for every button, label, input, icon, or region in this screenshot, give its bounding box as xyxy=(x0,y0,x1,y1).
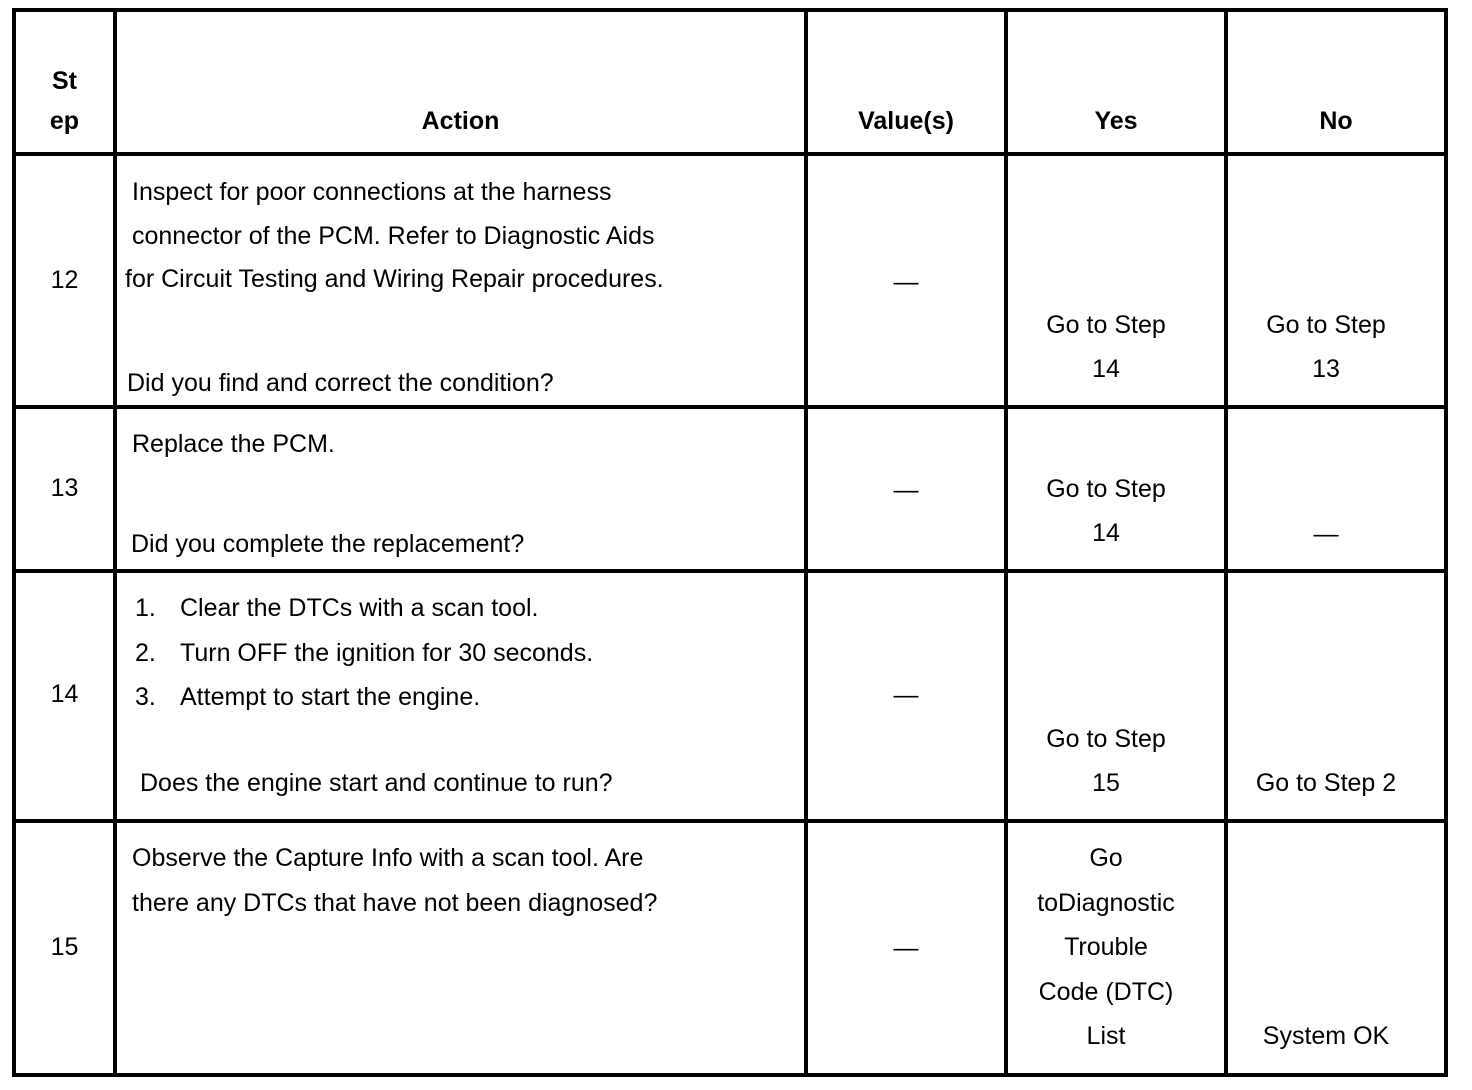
list-item-text: Clear the DTCs with a scan tool. xyxy=(180,594,539,622)
yes-result: List xyxy=(1086,1022,1126,1050)
action-question: Did you complete the replacement? xyxy=(131,530,525,558)
yes-result: 15 xyxy=(1092,769,1120,797)
action-text: for Circuit Testing and Wiring Repair procedures. xyxy=(125,265,664,293)
value-dash: — xyxy=(893,934,919,962)
action-text: there any DTCs that have not been diagnosed? xyxy=(132,889,658,917)
table-border-top xyxy=(12,8,1448,12)
value-dash: — xyxy=(893,681,919,709)
header-yes: Yes xyxy=(1094,107,1138,135)
action-text: Observe the Capture Info with a scan tool. Are xyxy=(132,844,644,872)
no-result: 13 xyxy=(1312,355,1340,383)
header-values: Value(s) xyxy=(858,107,954,135)
table-border-bottom xyxy=(12,1073,1448,1077)
step-number: 15 xyxy=(50,933,79,961)
step-number: 13 xyxy=(50,474,79,502)
step-number: 12 xyxy=(50,266,79,294)
column-divider xyxy=(12,8,16,1077)
yes-result: Go xyxy=(1089,844,1123,872)
value-dash: — xyxy=(893,268,919,296)
no-result: — xyxy=(1313,520,1339,548)
no-result: Go to Step 2 xyxy=(1255,769,1397,797)
action-text: Replace the PCM. xyxy=(132,430,335,458)
header-no: No xyxy=(1319,107,1353,135)
yes-result: 14 xyxy=(1092,355,1120,383)
value-dash: — xyxy=(893,476,919,504)
row-divider xyxy=(12,569,1448,573)
header-divider xyxy=(12,152,1448,156)
action-text: Inspect for poor connections at the harness xyxy=(132,178,612,206)
action-question: Did you find and correct the condition? xyxy=(127,369,554,397)
no-result: Go to Step xyxy=(1266,311,1386,339)
column-divider xyxy=(113,8,117,1077)
yes-result: toDiagnostic xyxy=(1037,889,1175,917)
yes-result: 14 xyxy=(1092,519,1120,547)
column-divider xyxy=(1444,8,1448,1077)
yes-result: Go to Step xyxy=(1046,475,1166,503)
column-divider xyxy=(804,8,808,1077)
yes-result: Code (DTC) xyxy=(1038,978,1174,1006)
list-item-text: Turn OFF the ignition for 30 seconds. xyxy=(180,639,594,667)
list-item-number: 2. xyxy=(135,639,156,667)
header-action: Action xyxy=(421,107,500,135)
no-result: System OK xyxy=(1262,1022,1390,1050)
row-divider xyxy=(12,405,1448,409)
header-step-line2: ep xyxy=(49,107,80,135)
step-number: 14 xyxy=(50,680,79,708)
list-item-number: 1. xyxy=(135,594,156,622)
action-text: connector of the PCM. Refer to Diagnostic Aids xyxy=(132,222,655,250)
header-step-line1: St xyxy=(52,67,77,95)
diagnostic-table xyxy=(12,8,1448,1077)
yes-result: Trouble xyxy=(1064,933,1148,961)
list-item-text: Attempt to start the engine. xyxy=(180,683,481,711)
row-divider xyxy=(12,819,1448,823)
header-step xyxy=(16,61,113,141)
list-item-number: 3. xyxy=(135,683,156,711)
action-question: Does the engine start and continue to run? xyxy=(140,769,613,797)
yes-result: Go to Step xyxy=(1046,725,1166,753)
yes-result: Go to Step xyxy=(1046,311,1166,339)
